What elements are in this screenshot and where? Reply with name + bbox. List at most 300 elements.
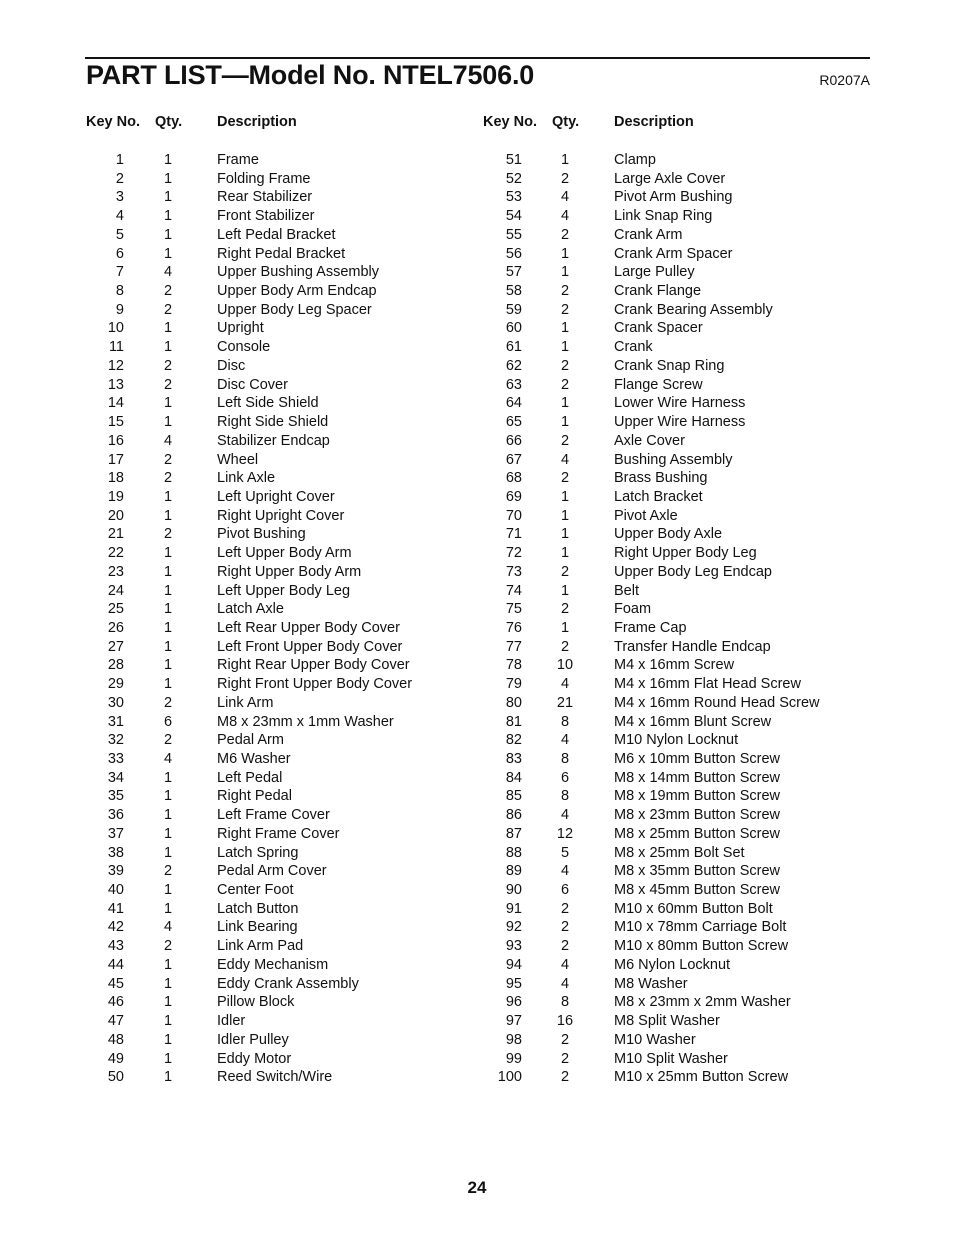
part-key-no: 48 [107,1031,124,1048]
table-row [86,1051,486,1070]
part-key-no: 39 [107,863,124,880]
part-key-no: 22 [107,545,124,562]
part-qty: 1 [163,1050,173,1067]
part-qty: 1 [163,320,173,337]
part-key-no: 29 [107,676,124,693]
part-key-no: 50 [107,1069,124,1086]
part-qty: 2 [560,226,570,243]
part-key-no: 60 [505,320,522,337]
part-qty: 1 [163,563,173,580]
part-qty: 2 [163,694,173,711]
part-description: Folding Frame [217,170,311,187]
table-row [86,695,486,714]
part-key-no: 13 [107,376,124,393]
part-description: M4 x 16mm Round Head Screw [614,694,820,711]
part-qty: 1 [163,676,173,693]
table-row [483,320,883,339]
part-key-no: 69 [505,488,522,505]
table-row [483,227,883,246]
table-row [483,639,883,658]
part-key-no: 40 [107,882,124,899]
part-qty: 2 [560,900,570,917]
part-qty: 1 [163,152,173,168]
part-key-no: 97 [505,1013,522,1030]
table-row [86,302,486,321]
table-row [483,358,883,377]
part-key-no: 2 [115,170,124,187]
table-row [483,264,883,283]
part-key-no: 76 [505,619,522,636]
part-description: Frame [217,152,259,168]
part-qty: 1 [163,657,173,674]
part-qty: 1 [163,1069,173,1086]
part-key-no: 85 [505,788,522,805]
table-row [483,564,883,583]
table-row [86,807,486,826]
part-qty: 1 [163,956,173,973]
part-key-no: 11 [108,339,124,356]
part-qty: 4 [560,451,570,468]
part-key-no: 100 [497,1069,522,1086]
part-key-no: 32 [107,732,124,749]
part-qty: 1 [163,900,173,917]
part-key-no: 81 [505,713,522,730]
part-qty: 4 [560,208,570,225]
part-qty: 1 [560,545,570,562]
part-key-no: 94 [505,956,522,973]
part-key-no: 93 [505,938,522,955]
table-row [86,227,486,246]
part-description: Large Pulley [614,264,695,281]
part-key-no: 83 [505,751,522,767]
part-key-no: 74 [505,582,522,599]
part-description: Right Pedal Bracket [217,245,346,262]
table-row [483,208,883,227]
part-qty: 1 [163,619,173,636]
part-description: Right Side Shield [217,414,329,431]
part-description: Brass Bushing [614,470,708,487]
table-row [86,714,486,733]
part-key-no: 95 [505,975,522,992]
part-description: M8 Split Washer [614,1013,720,1030]
part-qty: 2 [163,357,173,374]
table-row [483,545,883,564]
part-key-no: 57 [505,264,522,281]
table-row [483,657,883,676]
table-row [483,1013,883,1032]
part-qty: 8 [560,713,570,730]
table-row [86,1069,486,1088]
part-description: M8 x 25mm Bolt Set [614,844,745,861]
part-qty: 2 [163,301,173,318]
part-description: Center Foot [217,882,294,899]
parts-rows-left [86,152,486,1088]
part-key-no: 56 [505,245,522,262]
part-description: Crank Flange [614,283,702,300]
table-row [483,695,883,714]
part-key-no: 36 [107,807,124,824]
part-description: Right Upright Cover [217,507,345,524]
part-description: Pedal Arm Cover [217,863,327,880]
part-qty: 4 [163,751,173,767]
part-description: Crank Snap Ring [614,357,725,374]
parts-column-right [483,114,883,1086]
part-key-no: 14 [107,395,124,412]
table-row [483,377,883,396]
part-description: Latch Axle [217,601,284,618]
part-key-no: 42 [107,919,124,936]
part-qty: 2 [560,357,570,374]
table-row [86,676,486,695]
header-key-no: Key No. [483,114,537,130]
part-description: Stabilizer Endcap [217,432,330,449]
part-key-no: 51 [505,152,522,168]
part-description: Belt [614,582,639,599]
part-description: Right Rear Upper Body Cover [217,657,410,674]
part-qty: 2 [560,301,570,318]
part-key-no: 65 [505,414,522,431]
table-row [483,395,883,414]
table-row [483,919,883,938]
part-qty: 1 [560,526,570,543]
part-description: Foam [614,601,652,618]
part-qty: 1 [163,788,173,805]
table-row [86,283,486,302]
part-key-no: 91 [505,900,522,917]
part-key-no: 53 [505,189,522,206]
part-description: M10 x 60mm Button Bolt [614,900,773,917]
table-row [483,1051,883,1070]
part-description: M8 x 23mm x 2mm Washer [614,994,791,1011]
part-key-no: 77 [505,638,522,655]
table-row [86,377,486,396]
part-key-no: 58 [505,283,522,300]
part-qty: 1 [163,545,173,562]
part-description: Transfer Handle Endcap [614,638,771,655]
part-key-no: 72 [505,545,522,562]
part-key-no: 19 [107,488,124,505]
part-qty: 2 [560,638,570,655]
part-qty: 5 [560,844,570,861]
part-description: Rear Stabilizer [217,189,313,206]
part-qty: 2 [163,938,173,955]
part-key-no: 23 [107,563,124,580]
part-key-no: 34 [107,769,124,786]
part-key-no: 64 [505,395,522,412]
part-description: Upper Body Leg Endcap [614,563,772,580]
part-qty: 1 [163,488,173,505]
table-row [483,583,883,602]
part-key-no: 17 [107,451,124,468]
part-description: Eddy Crank Assembly [217,975,359,992]
part-qty: 2 [560,376,570,393]
part-qty: 4 [163,264,173,281]
table-row [86,863,486,882]
table-row [483,414,883,433]
part-qty: 1 [163,582,173,599]
part-description: Upper Wire Harness [614,414,746,431]
part-key-no: 16 [107,432,124,449]
part-description: Reed Switch/Wire [217,1069,333,1086]
part-qty: 4 [560,863,570,880]
part-description: Idler [217,1013,246,1030]
table-row [86,452,486,471]
part-qty: 1 [163,1013,173,1030]
table-row [483,976,883,995]
part-description: Eddy Motor [217,1050,292,1067]
part-description: M10 x 80mm Button Screw [614,938,789,955]
part-qty: 1 [163,1031,173,1048]
part-description: Clamp [614,152,656,168]
part-qty: 4 [560,807,570,824]
part-description: M6 Nylon Locknut [614,956,731,973]
part-description: M8 Washer [614,975,688,992]
part-description: Front Stabilizer [217,208,315,225]
table-row [86,976,486,995]
table-row [86,957,486,976]
part-qty: 2 [560,1031,570,1048]
part-qty: 2 [163,451,173,468]
part-qty: 2 [560,470,570,487]
part-qty: 1 [560,339,570,356]
table-row [86,826,486,845]
part-qty: 1 [163,601,173,618]
part-key-no: 5 [115,226,124,243]
part-qty: 6 [163,713,173,730]
header-description: Description [217,114,297,130]
part-qty: 1 [163,975,173,992]
part-qty: 1 [163,245,173,262]
part-description: Pivot Axle [614,507,678,524]
table-row [86,246,486,265]
part-key-no: 87 [505,825,522,842]
part-key-no: 6 [115,245,124,262]
part-qty: 1 [560,395,570,412]
part-qty: 1 [163,769,173,786]
table-row [86,845,486,864]
parts-column-left [86,114,486,1086]
part-description: Left Upper Body Arm [217,545,352,562]
part-qty: 1 [560,619,570,636]
part-key-no: 37 [107,825,124,842]
part-key-no: 55 [505,226,522,243]
part-key-no: 92 [505,919,522,936]
part-description: Upright [217,320,264,337]
part-key-no: 70 [505,507,522,524]
column-header-row [483,114,883,134]
part-key-no: 9 [115,301,124,318]
part-qty: 1 [560,264,570,281]
part-qty: 1 [163,395,173,412]
part-description: M10 Nylon Locknut [614,732,739,749]
part-description: Right Upper Body Leg [614,545,757,562]
part-description: M6 Washer [217,751,291,767]
table-row [483,676,883,695]
part-key-no: 27 [107,638,124,655]
part-qty: 1 [163,844,173,861]
part-qty: 1 [163,414,173,431]
table-row [483,470,883,489]
part-key-no: 80 [505,694,522,711]
table-row [483,807,883,826]
part-qty: 6 [560,769,570,786]
part-qty: 1 [560,152,570,168]
part-key-no: 41 [107,900,124,917]
table-row [483,770,883,789]
part-qty: 2 [560,170,570,187]
header-qty: Qty. [155,114,183,130]
part-qty: 2 [163,283,173,300]
part-qty: 6 [560,882,570,899]
header-qty: Qty. [552,114,580,130]
part-key-no: 61 [505,339,522,356]
table-row [86,732,486,751]
part-description: Bushing Assembly [614,451,733,468]
part-key-no: 15 [107,414,124,431]
part-key-no: 78 [505,657,522,674]
part-qty: 4 [560,975,570,992]
table-row [86,395,486,414]
part-key-no: 8 [115,283,124,300]
part-qty: 1 [560,245,570,262]
table-row [483,882,883,901]
part-description: M6 x 10mm Button Screw [614,751,780,767]
part-qty: 1 [560,488,570,505]
table-row [483,863,883,882]
part-key-no: 86 [505,807,522,824]
part-qty: 16 [556,1013,574,1030]
part-key-no: 25 [107,601,124,618]
part-key-no: 20 [107,507,124,524]
table-row [86,919,486,938]
part-description: Lower Wire Harness [614,395,746,412]
table-row [86,788,486,807]
part-qty: 1 [163,807,173,824]
table-row [483,152,883,171]
page-number: 24 [467,1178,487,1197]
part-key-no: 67 [505,451,522,468]
part-qty: 2 [163,526,173,543]
part-qty: 4 [163,919,173,936]
part-qty: 2 [560,938,570,955]
part-key-no: 75 [505,601,522,618]
part-description: Right Frame Cover [217,825,340,842]
part-description: Left Pedal Bracket [217,226,336,243]
part-key-no: 84 [505,769,522,786]
part-description: Eddy Mechanism [217,956,329,973]
part-key-no: 28 [107,657,124,674]
part-key-no: 59 [505,301,522,318]
part-key-no: 12 [107,357,124,374]
table-row [86,208,486,227]
part-description: Right Upper Body Arm [217,563,362,580]
table-row [86,320,486,339]
part-description: M4 x 16mm Flat Head Screw [614,676,801,693]
part-description: Left Side Shield [217,395,319,412]
part-description: Link Axle [217,470,276,487]
table-row [483,1032,883,1051]
part-description: Link Snap Ring [614,208,713,225]
table-row [483,339,883,358]
part-qty: 2 [560,1050,570,1067]
part-description: Crank Arm Spacer [614,245,733,262]
table-row [86,526,486,545]
part-qty: 2 [560,432,570,449]
part-key-no: 1 [115,152,124,168]
part-description: Latch Spring [217,844,299,861]
part-qty: 1 [560,507,570,524]
part-qty: 4 [560,956,570,973]
part-key-no: 73 [505,563,522,580]
part-key-no: 63 [505,376,522,393]
part-key-no: 88 [505,844,522,861]
part-key-no: 44 [107,956,124,973]
table-row [483,489,883,508]
part-description: Left Rear Upper Body Cover [217,619,400,636]
part-key-no: 54 [505,208,522,225]
part-key-no: 31 [107,713,124,730]
title-rule [85,57,870,59]
page-title: PART LIST—Model No. NTEL7506.0 [86,60,535,90]
table-row [86,657,486,676]
part-qty: 2 [560,1069,570,1086]
part-key-no: 33 [107,751,124,767]
part-description: M10 x 25mm Button Screw [614,1069,789,1086]
table-row [86,564,486,583]
part-description: Latch Button [217,900,299,917]
table-row [483,751,883,770]
part-key-no: 68 [505,470,522,487]
part-description: Link Bearing [217,919,298,936]
part-key-no: 10 [107,320,124,337]
table-row [483,433,883,452]
table-row [483,1069,883,1088]
table-row [86,994,486,1013]
part-description: Pivot Arm Bushing [614,189,733,206]
part-key-no: 79 [505,676,522,693]
column-header-row [86,114,486,134]
part-key-no: 49 [107,1050,124,1067]
table-row [86,938,486,957]
table-row [483,452,883,471]
part-key-no: 62 [505,357,522,374]
part-key-no: 35 [107,788,124,805]
part-key-no: 89 [505,863,522,880]
table-row [483,508,883,527]
table-row [86,639,486,658]
table-row [483,788,883,807]
table-row [483,957,883,976]
table-row [483,283,883,302]
part-description: Pillow Block [217,994,295,1011]
part-qty: 12 [556,825,574,842]
table-row [86,751,486,770]
table-row [86,1013,486,1032]
part-description: Left Frame Cover [217,807,330,824]
table-row [483,714,883,733]
part-qty: 1 [163,994,173,1011]
part-description: Disc Cover [217,376,288,393]
part-key-no: 52 [505,170,522,187]
part-qty: 2 [163,732,173,749]
part-key-no: 96 [505,994,522,1011]
part-key-no: 3 [115,189,124,206]
table-row [483,302,883,321]
part-description: Large Axle Cover [614,170,726,187]
part-qty: 1 [163,189,173,206]
part-description: Crank Spacer [614,320,703,337]
table-row [86,882,486,901]
